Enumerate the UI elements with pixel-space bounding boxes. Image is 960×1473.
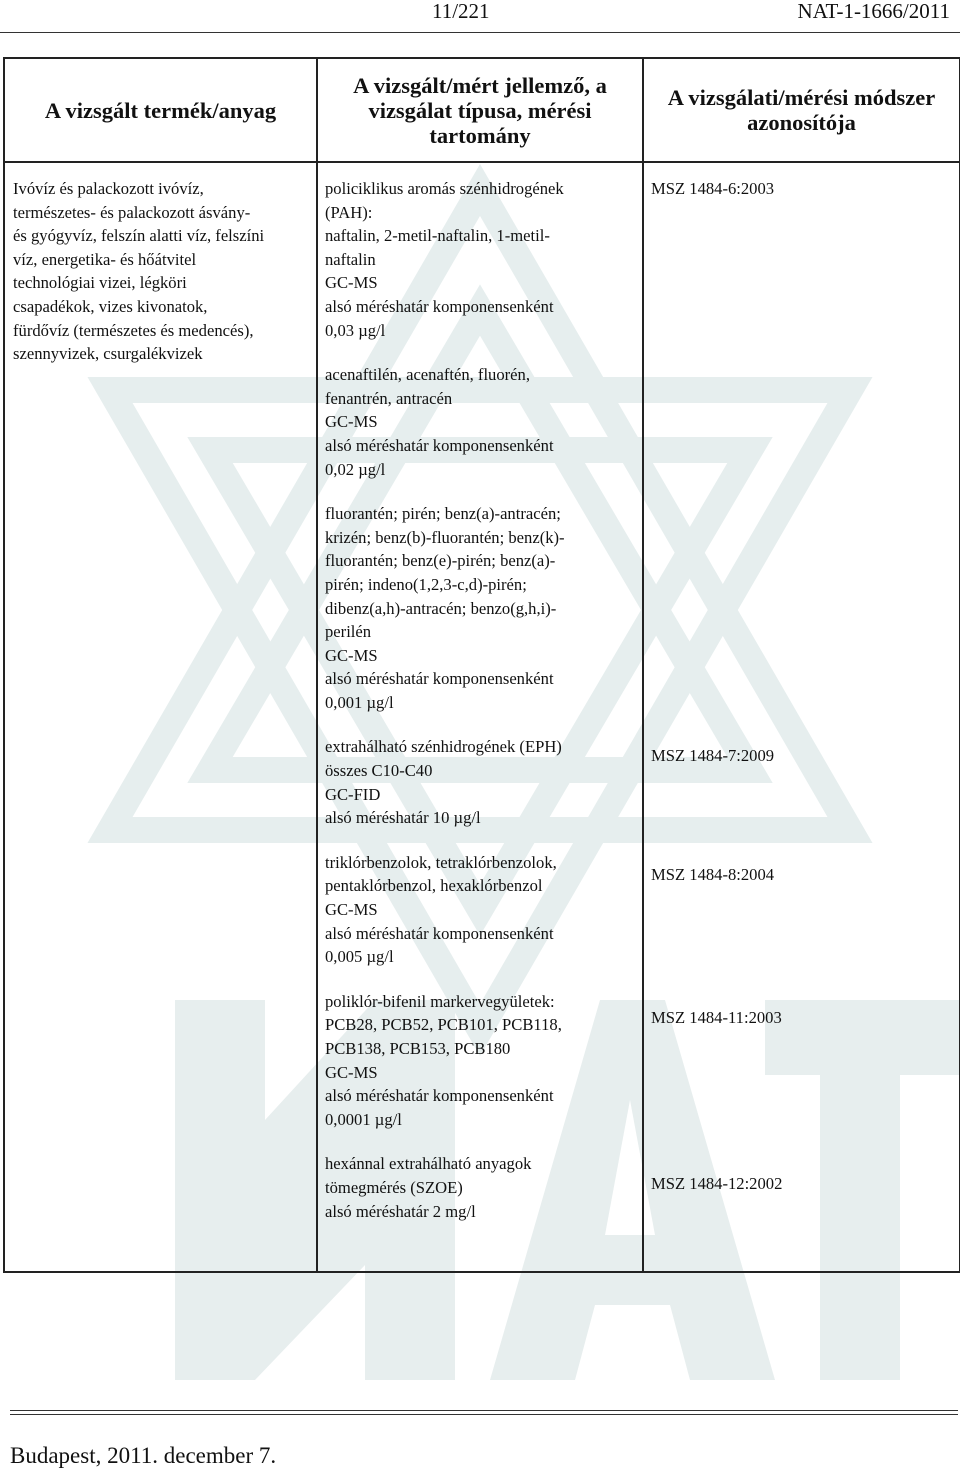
product-line: szennyvizek, csurgalékvizek bbox=[13, 344, 203, 364]
column-header-property: A vizsgált/mért jellemző, a vizsgálat típusa, mérési tartomány bbox=[317, 58, 643, 162]
method-id: MSZ 1484-8:2004 bbox=[651, 865, 775, 884]
entry-line: hexánnal extrahálható anyagok bbox=[325, 1154, 532, 1174]
entry-line: PCB28, PCB52, PCB101, PCB118, bbox=[325, 1015, 562, 1035]
entry-line: alsó méréshatár 2 mg/l bbox=[325, 1201, 476, 1221]
property-entry bbox=[325, 990, 638, 1132]
page-number: 11/221 bbox=[432, 0, 490, 23]
property-cell bbox=[317, 162, 643, 1272]
entry-line: perilén bbox=[325, 622, 372, 642]
method-id: MSZ 1484-11:2003 bbox=[651, 1008, 782, 1027]
entry-line: 0,02 µg/l bbox=[325, 459, 386, 479]
entry-line: alsó méréshatár 10 µg/l bbox=[325, 808, 481, 828]
product-line: Ivóvíz és palackozott ivóvíz, bbox=[13, 179, 204, 198]
property-entry bbox=[325, 1152, 638, 1223]
product-line: fürdővíz (természetes és medencés), bbox=[13, 320, 254, 340]
entry-line: fluorantén; benz(e)-pirén; benz(a)- bbox=[325, 551, 556, 571]
product-line: víz, energetika- és hőátvitel bbox=[13, 249, 197, 269]
method-id: MSZ 1484-12:2002 bbox=[651, 1174, 783, 1193]
accreditation-table bbox=[3, 57, 960, 1273]
entry-line: naftalin, 2-metil-naftalin, 1-metil- bbox=[325, 226, 550, 246]
entry-line: dibenz(a,h)-antracén; benzo(g,h,i)- bbox=[325, 598, 557, 618]
entry-line: alsó méréshatár komponensenként bbox=[325, 669, 554, 689]
table-row bbox=[4, 162, 960, 1272]
entry-line: acenaftilén, acenaftén, fluorén, bbox=[325, 365, 530, 385]
entry-line: (PAH): bbox=[325, 202, 373, 222]
column-header-method: A vizsgálati/mérési módszer azonosítója bbox=[643, 58, 960, 162]
column-header-product: A vizsgált termék/anyag bbox=[4, 58, 317, 162]
method-cell bbox=[643, 162, 960, 1272]
entry-line: alsó méréshatár komponensenként bbox=[325, 435, 554, 455]
method-id: MSZ 1484-7:2009 bbox=[651, 746, 775, 765]
property-entry bbox=[325, 177, 638, 342]
entry-line: GC-MS bbox=[325, 273, 378, 293]
entry-line: PCB138, PCB153, PCB180 bbox=[325, 1039, 511, 1058]
table-header-row bbox=[4, 58, 960, 162]
entry-line: alsó méréshatár komponensenként bbox=[325, 923, 554, 943]
entry-line: triklórbenzolok, tetraklórbenzolok, bbox=[325, 852, 557, 872]
entry-line: összes C10-C40 bbox=[325, 761, 433, 781]
method-id: MSZ 1484-6:2003 bbox=[651, 179, 775, 198]
document-id: NAT-1-1666/2011 bbox=[797, 0, 950, 23]
entry-line: GC-MS bbox=[325, 645, 378, 665]
entry-line: tömegmérés (SZOE) bbox=[325, 1177, 463, 1197]
header-rule bbox=[0, 32, 960, 33]
footer-rule bbox=[10, 1410, 958, 1411]
entry-line: poliklór-bifenil markervegyületek: bbox=[325, 991, 555, 1011]
entry-line: GC-FID bbox=[325, 784, 381, 804]
property-entry bbox=[325, 502, 638, 714]
entry-line: policiklikus aromás szénhidrogének bbox=[325, 179, 564, 198]
entry-line: pentaklórbenzol, hexaklórbenzol bbox=[325, 876, 543, 896]
entry-line: krizén; benz(b)-fluorantén; benz(k)- bbox=[325, 527, 565, 547]
entry-line: alsó méréshatár komponensenként bbox=[325, 1086, 554, 1106]
property-entry bbox=[325, 735, 638, 829]
entry-line: alsó méréshatár komponensenként bbox=[325, 296, 554, 316]
entry-line: GC-MS bbox=[325, 900, 378, 920]
property-entry bbox=[325, 363, 638, 481]
entry-line: 0,03 µg/l bbox=[325, 320, 386, 340]
footer-rule bbox=[10, 1414, 958, 1415]
entry-line: fluorantén; pirén; benz(a)-antracén; bbox=[325, 504, 561, 524]
entry-line: 0,005 µg/l bbox=[325, 947, 394, 967]
entry-line: 0,0001 µg/l bbox=[325, 1109, 402, 1129]
entry-line: extrahálható szénhidrogének (EPH) bbox=[325, 737, 562, 757]
product-line: csapadékok, vizes kivonatok, bbox=[13, 296, 208, 316]
product-line: technológiai vizei, légköri bbox=[13, 273, 187, 293]
entry-line: GC-MS bbox=[325, 1062, 378, 1082]
product-line: természetes- és palackozott ásvány- bbox=[13, 202, 251, 222]
entry-line: naftalin bbox=[325, 249, 376, 269]
entry-line: 0,001 µg/l bbox=[325, 692, 394, 712]
entry-line: pirén; indeno(1,2,3-c,d)-pirén; bbox=[325, 574, 527, 594]
product-line: és gyógyvíz, felszín alatti víz, felszíni bbox=[13, 226, 265, 246]
product-cell bbox=[4, 162, 317, 1272]
entry-line: fenantrén, antracén bbox=[325, 388, 453, 408]
footer-place-date: Budapest, 2011. december 7. bbox=[10, 1443, 277, 1468]
entry-line: GC-MS bbox=[325, 412, 378, 432]
property-entry bbox=[325, 851, 638, 969]
